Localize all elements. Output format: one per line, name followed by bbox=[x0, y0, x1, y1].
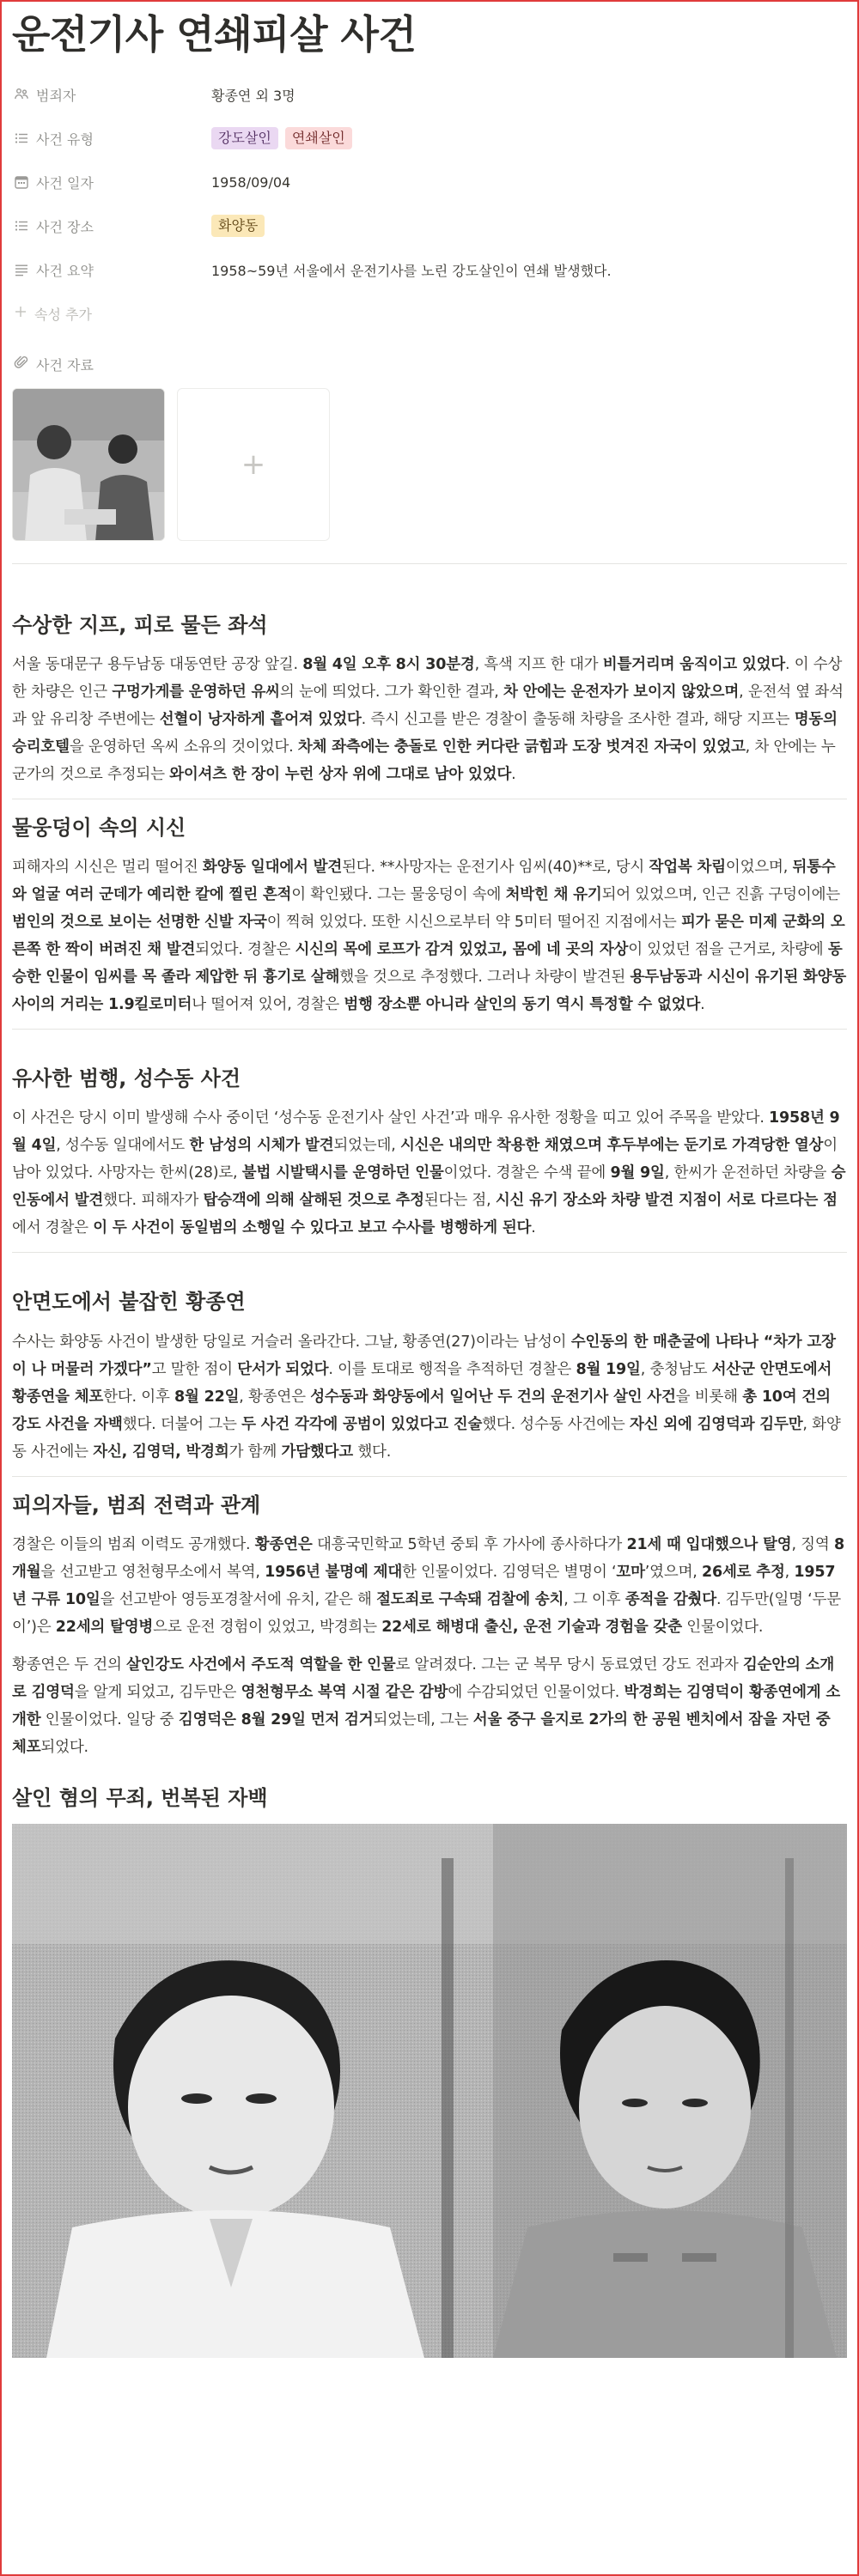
property-case-date[interactable] bbox=[12, 161, 847, 204]
section-suspicious-jeep bbox=[12, 612, 847, 799]
section-paragraph: 수사는 화양동 사건이 발생한 당일로 거슬러 올라간다. 그날, 황종연(27)이라는 남성이 수인동의 한 매춘굴에 나타나 “차가 고장이 나 머물러 가겠다”고 말한 점이 단서가 되었다. 이를 토대로 행적을 추적하던 경찰은 8월 19일, 충청남도 서산군 안면도에서 황종연을 체포한다. 이후 8월 22일, 황종연은 성수동과 화양동에서 일어난 두 건의 운전기사 살인 사건을 비롯해 총 10여 건의 강도 사건을 자백했다. 더불어 그는 두 사건 각각에 공범이 있었다고 진술했다. 성수동 사건에는 자신 외에 김영덕과 김두만, 화양동 사건에는 자신, 김영덕, 박경희가 함께 가담했다고 했다. bbox=[12, 1333, 841, 1461]
notion-page bbox=[12, 0, 847, 2358]
section-paragraph: 이 사건은 당시 이미 발생해 수사 중이던 ‘성수동 운전기사 살인 사건’과 매우 유사한 정황을 띠고 있어 주목을 받았다. 1958년 9월 4일, 성수동 일대에서도 한 남성의 시체가 발견되었는데, 시신은 내의만 착용한 채였으며 후두부에는 둔기로 가격당한 열상이 남아 있었다. 사망자는 한씨(28)로, 불법 시발택시를 운영하던 인물이었다. 경찰은 수색 끝에 9월 9일, 한씨가 운전하던 차량을 승인동에서 발견했다. 피해자가 탑승객에 의해 살해된 것으로 추정된다는 점, 시신 유기 장소와 차량 발견 지점이 서로 다르다는 점에서 경찰은 이 두 사건이 동일범의 소행일 수 있다고 보고 수사를 병행하게 된다. bbox=[12, 1109, 846, 1237]
divider bbox=[12, 1252, 847, 1253]
tag-hwayang-dong[interactable]: 화양동 bbox=[211, 215, 265, 237]
tag-serial-murder[interactable]: 연쇄살인 bbox=[285, 127, 352, 149]
add-property-label: 속성 추가 bbox=[34, 306, 92, 323]
section-paragraph: 서울 동대문구 용두남동 대동연탄 공장 앞길. 8월 4일 오후 8시 30분경, 흑색 지프 한 대가 비틀거리며 움직이고 있었다. 이 수상한 차량은 인근 구멍가게를 운영하던 유씨의 눈에 띄었다. 그가 확인한 결과, 차 안에는 운전자가 보이지 않았으며, 운전석 옆 좌석과 앞 유리창 주변에는 선혈이 낭자하게 흩어져 있었다. 즉시 신고를 받은 경찰이 출동해 차량을 조사한 결과, 해당 지프는 명동의 승리호텔을 운영하던 옥씨 소유의 것이었다. 차체 좌측에는 충돌로 인한 커다란 긁힘과 도장 벗겨진 자국이 있었고, 차 안에는 누군가의 것으로 추정되는 와이셔츠 한 장이 누런 상자 위에 그대로 남아 있었다. bbox=[12, 656, 844, 784]
properties-panel bbox=[12, 73, 847, 336]
add-property-button[interactable] bbox=[12, 292, 847, 336]
section-heading: 유사한 범행, 성수동 사건 bbox=[12, 1066, 241, 1091]
section-paragraph: 피해자의 시신은 멀리 떨어진 화양동 일대에서 발견된다. **사망자는 운전기사 임씨(40)**로, 당시 작업복 차림이었으며, 뒤통수와 얼굴 여러 군데가 예리한 칼에 찔린 흔적이 확인됐다. 그는 물웅덩이 속에 처박힌 채 유기되어 있었으며, 인근 진흙 구덩이에는 범인의 것으로 보이는 선명한 신발 자국이 찍혀 있었다. 또한 시신으로부터 약 5미터 떨어진 지점에서는 피가 묻은 미제 군화의 오른쪽 한 짝이 버려진 채 발견되었다. 경찰은 시신의 목에 로프가 감겨 있었고, 몸에 네 곳의 자상이 있었던 점을 근거로, 차량에 동승한 인물이 임씨를 목 졸라 제압한 뒤 흉기로 살해했을 것으로 추정했다. 그러나 차량이 발견된 용두남동과 시신이 유기된 화양동 사이의 거리는 1.9킬로미터나 떨어져 있어, 경찰은 범행 장소뿐 아니라 살인의 동기 역시 특정할 수 없었다. bbox=[12, 859, 847, 1014]
property-key-case-type: 사건 유형 bbox=[36, 131, 94, 148]
property-value-criminal: 황종연 외 3명 bbox=[211, 87, 295, 104]
divider bbox=[12, 1476, 847, 1477]
divider bbox=[12, 1029, 847, 1030]
section-heading: 물웅덩이 속의 시신 bbox=[12, 816, 186, 841]
page-title: 운전기사 연쇄피살 사건 bbox=[12, 11, 417, 58]
list-icon bbox=[14, 218, 29, 234]
section-seongsu-case bbox=[12, 1066, 847, 1253]
property-key-case-location: 사건 장소 bbox=[36, 218, 94, 235]
files-property bbox=[12, 355, 847, 374]
property-case-location[interactable] bbox=[12, 204, 847, 248]
property-value-case-date: 1958/09/04 bbox=[211, 173, 291, 191]
property-case-type[interactable] bbox=[12, 117, 847, 161]
section-paragraph: 황종연은 두 건의 살인강도 사건에서 주도적 역할을 한 인물로 알려졌다. 그는 군 복무 당시 동료였던 강도 전과자 김순안의 소개로 김영덕을 알게 되었고, 김두만은 영천형무소 복역 시절 같은 감방에 수감되었던 인물이었다. 박경희는 김영덕이 황종연에게 소개한 인물이었다. 일당 중 김영덕은 8월 29일 먼저 검거되었는데, 그는 서울 중구 을지로 2가의 한 공원 벤치에서 잠을 자던 중 체포되었다. bbox=[12, 1656, 841, 1756]
list-icon bbox=[14, 131, 29, 146]
section-paragraph: 경찰은 이들의 범죄 이력도 공개했다. 황종연은 대흥국민학교 5학년 중퇴 후 가사에 종사하다가 21세 때 입대했으나 탈영, 징역 8개월을 선고받고 영천형무소에서 복역, 1956년 불명예 제대한 인물이었다. 김영덕은 별명이 ‘꼬마’였으며, 26세로 추정, 1957년 구류 10일을 선고받아 영등포경찰서에 유치, 같은 해 절도죄로 구속돼 검찰에 송치, 그 이후 종적을 감췄다. 김두만(일명 ‘두문이’)은 22세의 탈영병으로 운전 경험이 있었고, 박경희는 22세로 해병대 출신, 운전 기술과 경험을 갖춘 인물이었다. bbox=[12, 1535, 844, 1636]
files-label: 사건 자료 bbox=[36, 356, 94, 374]
section-body-in-puddle bbox=[12, 815, 847, 1030]
section-heading: 안면도에서 붙잡힌 황종연 bbox=[12, 1290, 246, 1315]
plus-icon bbox=[14, 305, 27, 322]
calendar-icon bbox=[14, 174, 29, 190]
divider bbox=[12, 563, 847, 564]
property-value-case-summary: 1958~59년 서울에서 운전기사를 노린 강도살인이 연쇄 발생했다. bbox=[211, 262, 612, 279]
section-suspects-records bbox=[12, 1492, 847, 1761]
section-acquittal bbox=[12, 1785, 847, 2358]
tag-robbery-murder[interactable]: 강도살인 bbox=[211, 127, 278, 149]
paperclip-icon bbox=[14, 355, 29, 374]
case-photo-thumbnail[interactable] bbox=[12, 388, 165, 541]
file-gallery bbox=[12, 388, 847, 541]
property-key-case-summary: 사건 요약 bbox=[36, 262, 94, 279]
people-icon bbox=[14, 87, 29, 102]
section-arrest-anmyeondo bbox=[12, 1289, 847, 1476]
property-key-case-date: 사건 일자 bbox=[36, 174, 94, 191]
property-case-summary[interactable] bbox=[12, 248, 847, 292]
add-file-button[interactable]: + bbox=[177, 388, 330, 541]
section-heading: 살인 혐의 무죄, 번복된 자백 bbox=[12, 1785, 268, 1810]
section-heading: 피의자들, 범죄 전력과 관계 bbox=[12, 1492, 261, 1517]
property-key-criminal: 범죄자 bbox=[36, 87, 76, 104]
courtroom-photo[interactable] bbox=[12, 1824, 847, 2358]
property-criminal[interactable] bbox=[12, 73, 847, 117]
section-heading: 수상한 지프, 피로 물든 좌석 bbox=[12, 612, 268, 637]
text-lines-icon bbox=[14, 262, 29, 277]
